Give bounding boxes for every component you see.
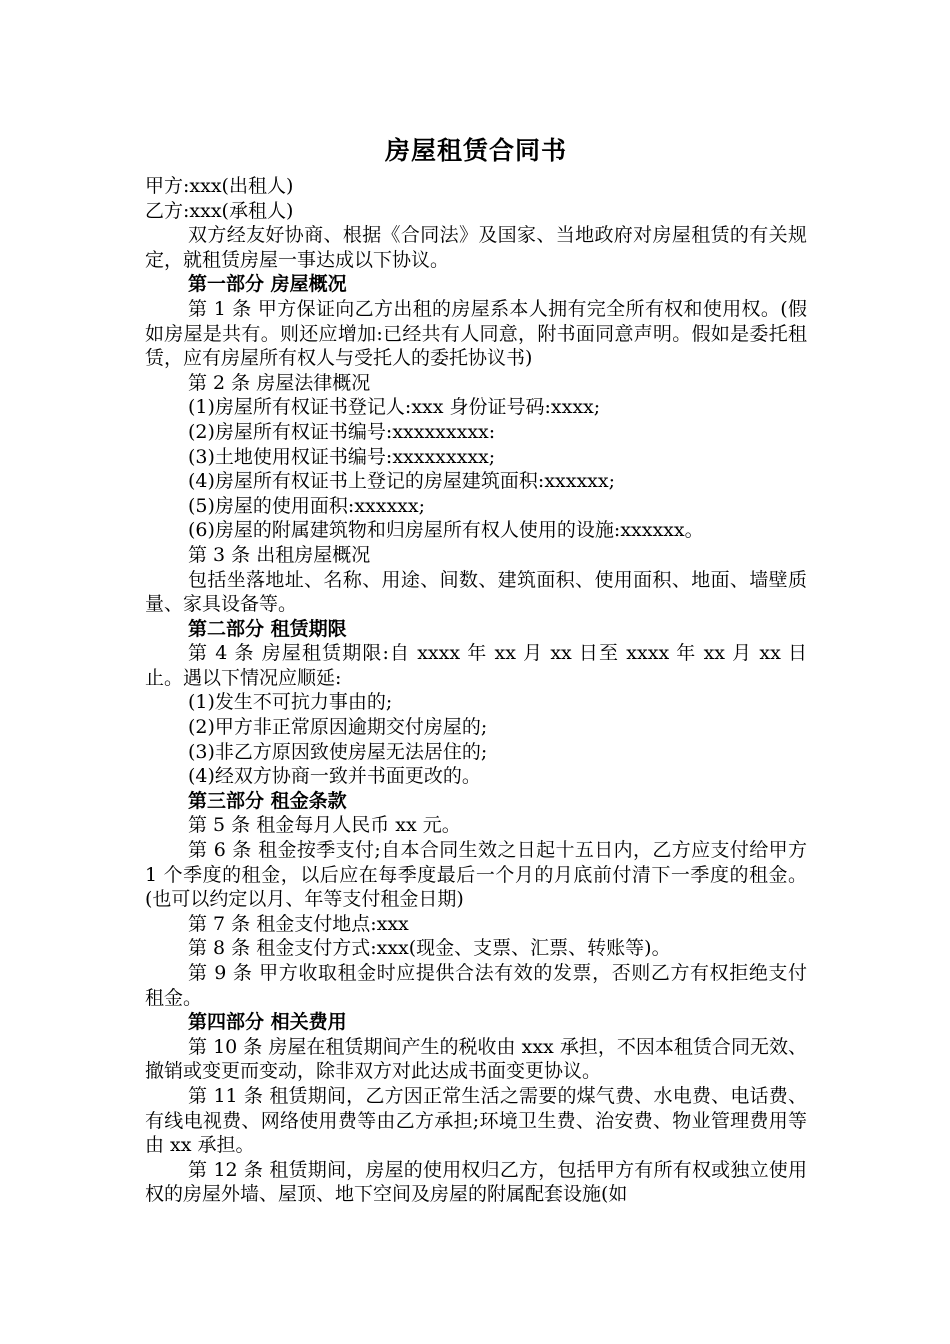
article-2-item: (5)房屋的使用面积:xxxxxx;	[188, 494, 426, 517]
party-a: 甲方:xxx(出租人)	[145, 175, 294, 197]
article-5: 第 5 条 租金每月人民币 xx 元。	[188, 814, 461, 837]
article-10: 第 10 条 房屋在租赁期间产生的税收由 xxx 承担，不因本租赁合同无效、撤销或变更而变动，除非双方对此达成书面变更协议。	[145, 1035, 807, 1083]
article-2-item: (1)房屋所有权证书登记人:xxx 身份证号码:xxxx;	[188, 396, 601, 419]
article-2-item: (6)房屋的附属建筑物和归房屋所有权人使用的设施:xxxxxx。	[188, 519, 704, 542]
article-3-body: 包括坐落地址、名称、用途、间数、建筑面积、使用面积、地面、墙壁质量、家具设备等。	[145, 568, 807, 616]
article-9: 第 9 条 甲方收取租金时应提供合法有效的发票，否则乙方有权拒绝支付租金。	[145, 962, 807, 1009]
article-4-item: (2)甲方非正常原因逾期交付房屋的;	[188, 716, 488, 739]
article-4-item: (1)发生不可抗力事由的;	[188, 691, 393, 714]
party-b: 乙方:xxx(承租人)	[145, 199, 294, 222]
article-6: 第 6 条 租金按季支付;自本合同生效之日起十五日内，乙方应支付给甲方 1 个季度的租金，以后应在每季度最后一个月的月底前付清下一季度的租金。(也可以约定以月、年等支付租金日期)	[145, 839, 807, 911]
article-11: 第 11 条 租赁期间，乙方因正常生活之需要的煤气费、水电费、电话费、有线电视费、网络使用费等由乙方承担;环境卫生费、治安费、物业管理费用等由 xx 承担。	[145, 1084, 807, 1157]
article-2: 第 2 条 房屋法律概况	[188, 371, 371, 394]
article-2-item: (2)房屋所有权证书编号:xxxxxxxxx:	[188, 420, 496, 443]
article-3: 第 3 条 出租房屋概况	[188, 543, 371, 566]
document-page	[145, 134, 807, 1207]
part3-heading: 第三部分 租金条款	[188, 789, 347, 812]
article-4: 第 4 条 房屋租赁期限:自 xxxx 年 xx 月 xx 日至 xxxx 年 xx 月 xx 日止。遇以下情况应顺延:	[145, 642, 807, 689]
article-7: 第 7 条 租金支付地点:xxx	[188, 912, 409, 935]
article-2-item: (4)房屋所有权证书上登记的房屋建筑面积:xxxxxx;	[188, 470, 616, 493]
article-4-item: (4)经双方协商一致并书面更改的。	[188, 765, 481, 788]
part4-heading: 第四部分 相关费用	[188, 1011, 347, 1034]
article-12: 第 12 条 租赁期间，房屋的使用权归乙方，包括甲方有所有权或独立使用权的房屋外墙、屋顶、地下空间及房屋的附属配套设施(如	[145, 1158, 807, 1206]
article-8: 第 8 条 租金支付方式:xxx(现金、支票、汇票、转账等)。	[188, 937, 671, 960]
document-title: 房屋租赁合同书	[384, 136, 567, 165]
article-2-item: (3)土地使用权证书编号:xxxxxxxxx;	[188, 445, 496, 468]
part2-heading: 第二部分 租赁期限	[188, 617, 347, 640]
intro-paragraph: 双方经友好协商、根据《合同法》及国家、当地政府对房屋租赁的有关规定，就租赁房屋一事达成以下协议。	[145, 224, 807, 271]
part1-heading: 第一部分 房屋概况	[188, 273, 347, 296]
article-4-item: (3)非乙方原因致使房屋无法居住的;	[188, 740, 488, 763]
article-1: 第 1 条 甲方保证向乙方出租的房屋系本人拥有完全所有权和使用权。(假如房屋是共有。则还应增加:已经共有人同意，附书面同意声明。假如是委托租赁，应有房屋所有权人与受托人的委托协议书)	[145, 297, 807, 370]
